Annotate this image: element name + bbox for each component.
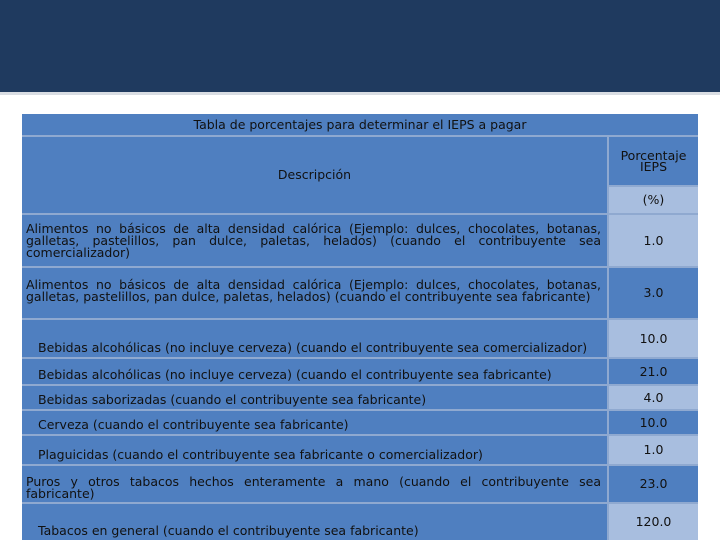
slide-title-banner [0, 0, 720, 94]
table-row-description: Bebidas alcohólicas (no incluye cerveza) (cuando el contribuyente sea fabricante) [22, 359, 607, 384]
table-row-value: 3.0 [609, 268, 698, 318]
banner-divider [0, 92, 720, 95]
header-unit: (%) [609, 187, 698, 213]
table-row-description: Tabacos en general (cuando el contribuyente sea fabricante) [22, 504, 607, 540]
table-title: Tabla de porcentajes para determinar el IEPS a pagar [22, 114, 698, 135]
header-description: Descripción [22, 137, 607, 213]
table-row-description: Plaguicidas (cuando el contribuyente sea fabricante o comercializador) [22, 436, 607, 464]
table-row-description: Cerveza (cuando el contribuyente sea fabricante) [22, 411, 607, 434]
header-percentage: Porcentaje IEPS [609, 137, 698, 185]
table-row-description: Bebidas saborizadas (cuando el contribuyente sea fabricante) [22, 386, 607, 409]
table-row-value: 1.0 [609, 436, 698, 464]
ieps-table [22, 114, 698, 540]
table-row-value: 10.0 [609, 320, 698, 357]
table-row-value: 4.0 [609, 386, 698, 409]
table-row-value: 21.0 [609, 359, 698, 384]
table-row-description: Alimentos no básicos de alta densidad calórica (Ejemplo: dulces, chocolates, botanas, galletas, pastelillos, pan dulce, paletas, helados) (cuando el contribuyente sea comercializador) [22, 215, 607, 266]
table-row-value: 10.0 [609, 411, 698, 434]
table-row-description: Bebidas alcohólicas (no incluye cerveza) (cuando el contribuyente sea comercializador) [22, 320, 607, 357]
table-row-value: 1.0 [609, 215, 698, 266]
table-row-description: Puros y otros tabacos hechos enteramente a mano (cuando el contribuyente sea fabricante) [22, 466, 607, 502]
table-row-value: 23.0 [609, 466, 698, 502]
table-row-description: Alimentos no básicos de alta densidad calórica (Ejemplo: dulces, chocolates, botanas, galletas, pastelillos, pan dulce, paletas, helados) (cuando el contribuyente sea fabricante) [22, 268, 607, 318]
table-row-value: 120.0 [609, 504, 698, 540]
